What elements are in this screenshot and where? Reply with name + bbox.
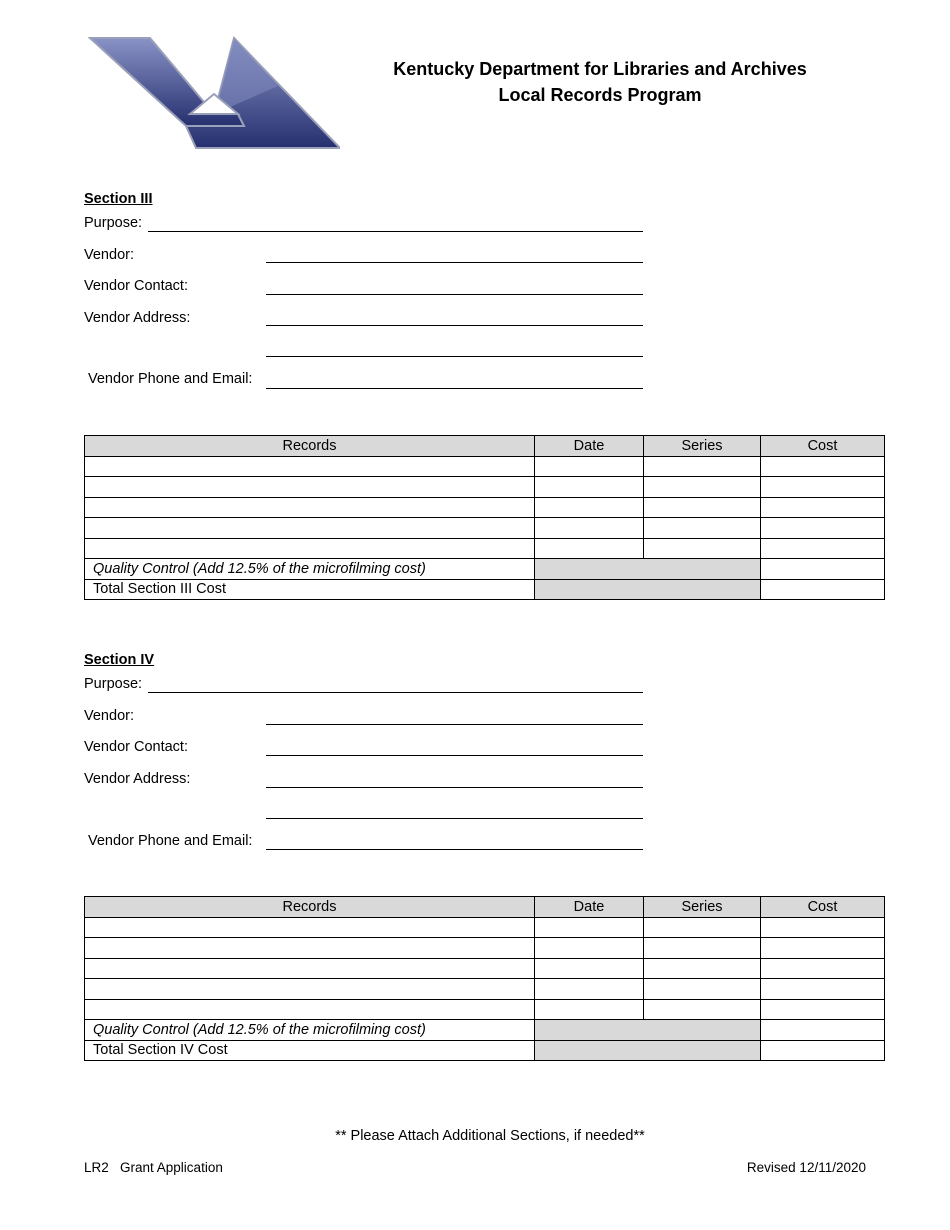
purpose-label: Purpose: bbox=[84, 215, 143, 231]
date-cell[interactable] bbox=[535, 999, 644, 1020]
table-row bbox=[85, 958, 885, 979]
date-cell[interactable] bbox=[535, 917, 644, 938]
page-header bbox=[360, 56, 840, 108]
series-cell[interactable] bbox=[644, 999, 761, 1020]
header-cost: Cost bbox=[761, 436, 885, 457]
header-subtitle: Local Records Program bbox=[498, 85, 702, 105]
quality-control-row bbox=[85, 559, 885, 580]
series-cell[interactable] bbox=[644, 979, 761, 1000]
vendor-contact-label: Vendor Contact: bbox=[84, 278, 188, 294]
cost-cell[interactable] bbox=[761, 917, 885, 938]
cost-cell[interactable] bbox=[761, 538, 885, 559]
vendor-address-label: Vendor Address: bbox=[84, 310, 191, 326]
vendor-address-field-2[interactable] bbox=[266, 356, 643, 357]
total-row bbox=[85, 579, 885, 600]
footer-revised-date: Revised 12/11/2020 bbox=[746, 1160, 866, 1175]
vendor-phone-email-field[interactable] bbox=[266, 388, 643, 389]
vendor-address-field-1[interactable] bbox=[266, 787, 643, 788]
attach-note: ** Please Attach Additional Sections, if needed** bbox=[335, 1128, 645, 1144]
cost-cell[interactable] bbox=[761, 938, 885, 959]
purpose-field[interactable] bbox=[148, 692, 643, 693]
purpose-label: Purpose: bbox=[84, 676, 143, 692]
quality-control-cost-cell[interactable] bbox=[761, 1020, 885, 1041]
series-cell[interactable] bbox=[644, 497, 761, 518]
records-cell[interactable] bbox=[85, 518, 535, 539]
cost-cell[interactable] bbox=[761, 477, 885, 498]
section-4-records-table bbox=[84, 896, 885, 1061]
vendor-contact-field[interactable] bbox=[266, 755, 643, 756]
section-3-records-table bbox=[84, 435, 885, 600]
vendor-address-field-1[interactable] bbox=[266, 325, 643, 326]
vendor-address-label: Vendor Address: bbox=[84, 771, 191, 787]
table-row bbox=[85, 917, 885, 938]
vendor-label: Vendor: bbox=[84, 708, 134, 724]
footer-form-id: LR2 Grant Application bbox=[84, 1160, 223, 1175]
kdla-logo-icon bbox=[88, 36, 340, 154]
table-row bbox=[85, 938, 885, 959]
header-records: Records bbox=[85, 897, 535, 918]
cost-cell[interactable] bbox=[761, 999, 885, 1020]
header-series: Series bbox=[644, 436, 761, 457]
table-row bbox=[85, 518, 885, 539]
vendor-contact-label: Vendor Contact: bbox=[84, 739, 188, 755]
table-row bbox=[85, 477, 885, 498]
vendor-phone-email-label: Vendor Phone and Email: bbox=[88, 371, 253, 387]
records-cell[interactable] bbox=[85, 979, 535, 1000]
records-cell[interactable] bbox=[85, 497, 535, 518]
section-4-title: Section IV bbox=[84, 652, 155, 668]
date-cell[interactable] bbox=[535, 497, 644, 518]
header-date: Date bbox=[535, 436, 644, 457]
series-cell[interactable] bbox=[644, 477, 761, 498]
date-cell[interactable] bbox=[535, 538, 644, 559]
series-cell[interactable] bbox=[644, 938, 761, 959]
section-3-title: Section III bbox=[84, 191, 153, 207]
records-cell[interactable] bbox=[85, 917, 535, 938]
quality-control-label: Quality Control (Add 12.5% of the microfilming cost) bbox=[85, 559, 535, 580]
header-title: Kentucky Department for Libraries and Archives bbox=[393, 59, 807, 79]
vendor-contact-field[interactable] bbox=[266, 294, 643, 295]
records-cell[interactable] bbox=[85, 456, 535, 477]
records-cell[interactable] bbox=[85, 958, 535, 979]
date-cell[interactable] bbox=[535, 979, 644, 1000]
date-cell[interactable] bbox=[535, 938, 644, 959]
vendor-field[interactable] bbox=[266, 724, 643, 725]
date-cell[interactable] bbox=[535, 518, 644, 539]
table-row bbox=[85, 456, 885, 477]
records-cell[interactable] bbox=[85, 477, 535, 498]
shaded-cell bbox=[535, 559, 761, 580]
cost-cell[interactable] bbox=[761, 456, 885, 477]
records-cell[interactable] bbox=[85, 999, 535, 1020]
series-cell[interactable] bbox=[644, 456, 761, 477]
total-row bbox=[85, 1040, 885, 1061]
shaded-cell bbox=[535, 579, 761, 600]
series-cell[interactable] bbox=[644, 958, 761, 979]
series-cell[interactable] bbox=[644, 518, 761, 539]
cost-cell[interactable] bbox=[761, 958, 885, 979]
total-cost-cell[interactable] bbox=[761, 579, 885, 600]
shaded-cell bbox=[535, 1040, 761, 1061]
total-cost-cell[interactable] bbox=[761, 1040, 885, 1061]
shaded-cell bbox=[535, 1020, 761, 1041]
header-series: Series bbox=[644, 897, 761, 918]
series-cell[interactable] bbox=[644, 917, 761, 938]
vendor-phone-email-field[interactable] bbox=[266, 849, 643, 850]
records-cell[interactable] bbox=[85, 538, 535, 559]
vendor-address-field-2[interactable] bbox=[266, 818, 643, 819]
date-cell[interactable] bbox=[535, 456, 644, 477]
table-row bbox=[85, 999, 885, 1020]
table-row bbox=[85, 979, 885, 1000]
series-cell[interactable] bbox=[644, 538, 761, 559]
records-cell[interactable] bbox=[85, 938, 535, 959]
quality-control-row bbox=[85, 1020, 885, 1041]
date-cell[interactable] bbox=[535, 477, 644, 498]
header-records: Records bbox=[85, 436, 535, 457]
table-row bbox=[85, 538, 885, 559]
cost-cell[interactable] bbox=[761, 979, 885, 1000]
quality-control-label: Quality Control (Add 12.5% of the microfilming cost) bbox=[85, 1020, 535, 1041]
total-label: Total Section III Cost bbox=[85, 579, 535, 600]
header-date: Date bbox=[535, 897, 644, 918]
table-row bbox=[85, 497, 885, 518]
header-cost: Cost bbox=[761, 897, 885, 918]
total-label: Total Section IV Cost bbox=[85, 1040, 535, 1061]
vendor-field[interactable] bbox=[266, 262, 643, 263]
purpose-field[interactable] bbox=[148, 231, 643, 232]
cost-cell[interactable] bbox=[761, 518, 885, 539]
date-cell[interactable] bbox=[535, 958, 644, 979]
vendor-phone-email-label: Vendor Phone and Email: bbox=[88, 833, 253, 849]
cost-cell[interactable] bbox=[761, 497, 885, 518]
quality-control-cost-cell[interactable] bbox=[761, 559, 885, 580]
vendor-label: Vendor: bbox=[84, 247, 134, 263]
